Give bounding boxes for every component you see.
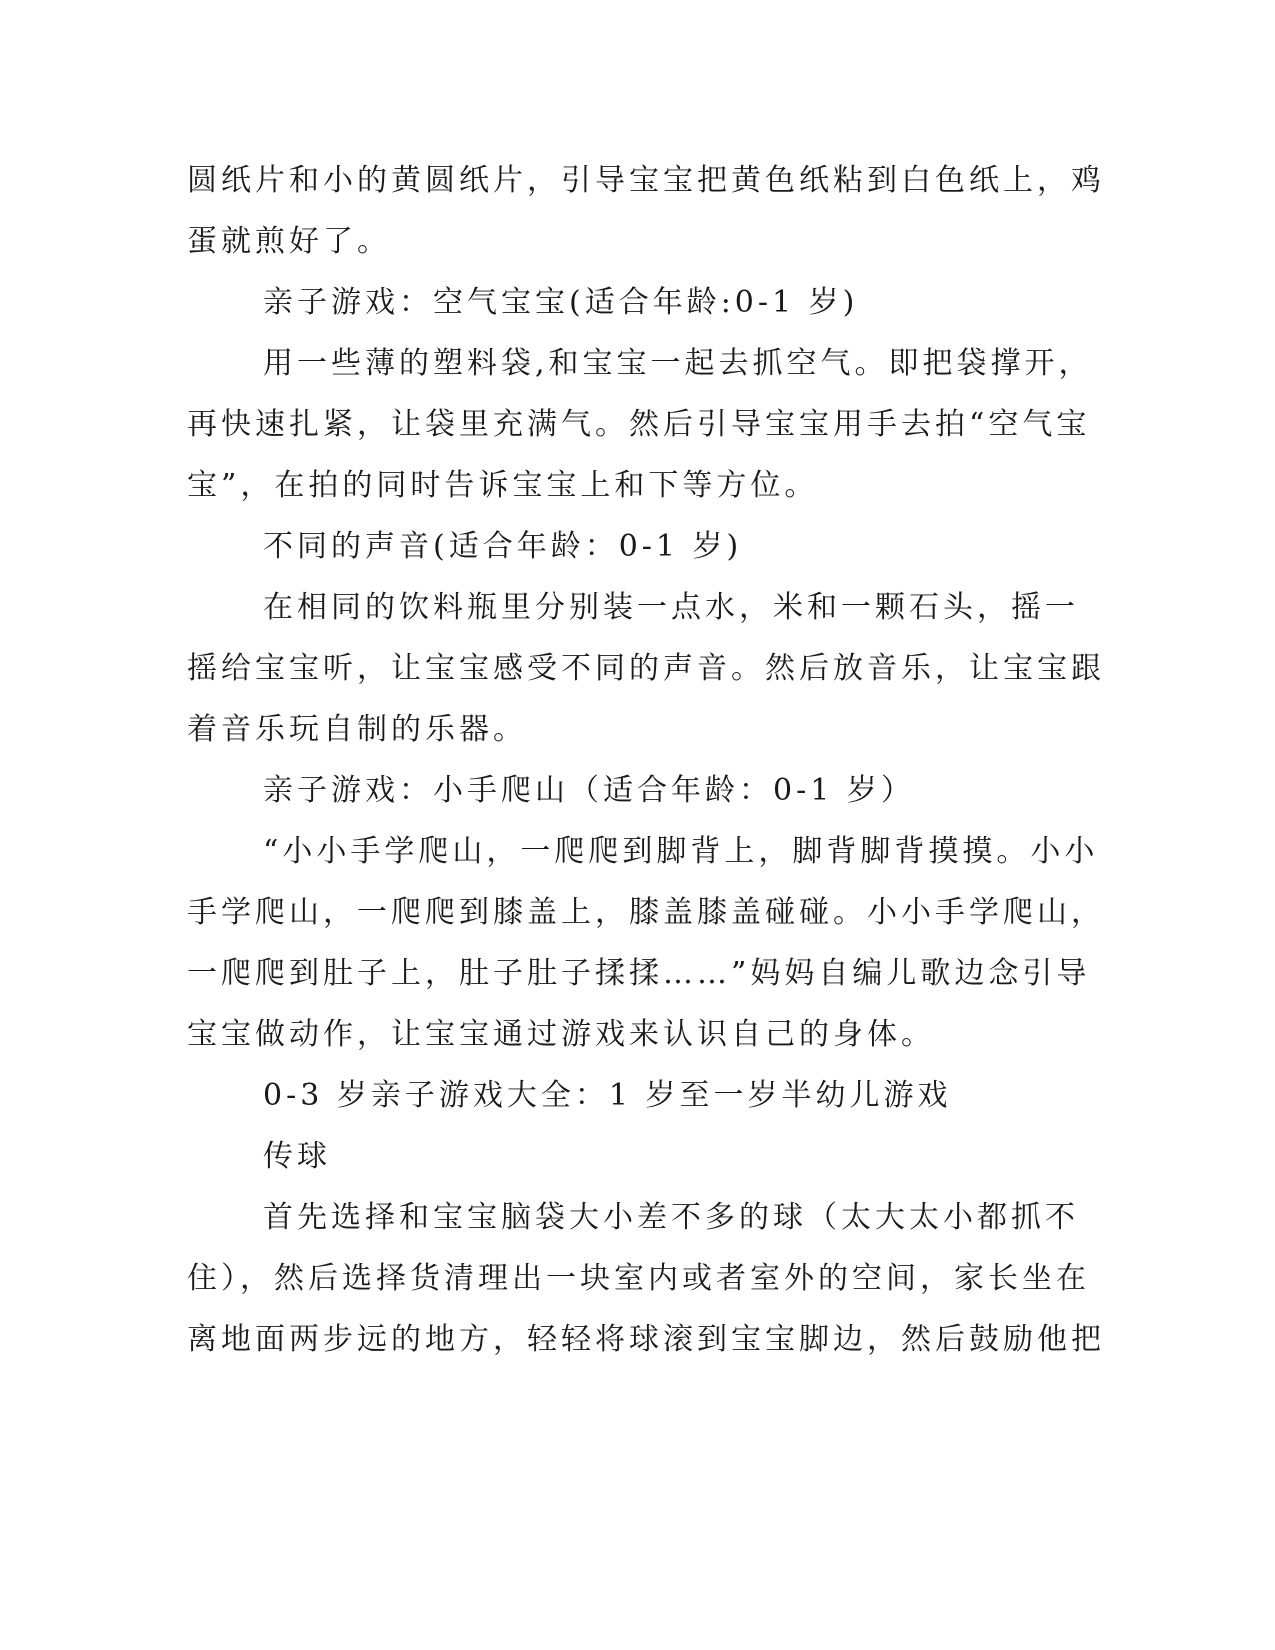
section-heading: 亲子游戏：空气宝宝(适合年龄:0-1 岁) [263, 285, 859, 320]
text-line: 首先选择和宝宝脑袋大小差不多的球（太大太小都抓不 [263, 1200, 1079, 1235]
text-line: 一爬爬到肚子上，肚子肚子揉揉……”妈妈自编儿歌边念引导 [187, 956, 1091, 991]
text-line: “小小手学爬山，一爬爬到脚背上，脚背脚背摸摸。小小 [263, 834, 1099, 869]
section-heading: 不同的声音(适合年龄：0-1 岁) [263, 529, 743, 564]
text-line: 住），然后选择货清理出一块室内或者室外的空间，家长坐在 [187, 1261, 1090, 1296]
text-line: 着音乐玩自制的乐器。 [187, 712, 527, 747]
text-line: 手学爬山，一爬爬到膝盖上，膝盖膝盖碰碰。小小手学爬山， [187, 895, 1105, 930]
text-line: 离地面两步远的地方，轻轻将球滚到宝宝脚边，然后鼓励他把 [187, 1322, 1105, 1357]
section-heading: 传球 [263, 1139, 331, 1174]
text-line: 蛋就煎好了。 [187, 224, 391, 259]
text-line: 用一些薄的塑料袋,和宝宝一起去抓空气。即把袋撑开， [263, 346, 1093, 381]
body-text [187, 150, 1105, 1370]
text-line: 圆纸片和小的黄圆纸片，引导宝宝把黄色纸粘到白色纸上，鸡 [187, 163, 1105, 198]
text-line: 摇给宝宝听，让宝宝感受不同的声音。然后放音乐，让宝宝跟 [187, 651, 1105, 686]
section-heading: 0-3 岁亲子游戏大全：1 岁至一岁半幼儿游戏 [263, 1078, 952, 1113]
text-line: 宝宝做动作，让宝宝通过游戏来认识自己的身体。 [187, 1017, 935, 1052]
text-line: 再快速扎紧，让袋里充满气。然后引导宝宝用手去拍“空气宝 [187, 407, 1091, 442]
text-line: 在相同的饮料瓶里分别装一点水，米和一颗石头，摇一 [263, 590, 1079, 625]
text-line: 宝”，在拍的同时告诉宝宝上和下等方位。 [187, 468, 819, 503]
section-heading: 亲子游戏：小手爬山（适合年龄：0-1 岁） [263, 773, 915, 808]
